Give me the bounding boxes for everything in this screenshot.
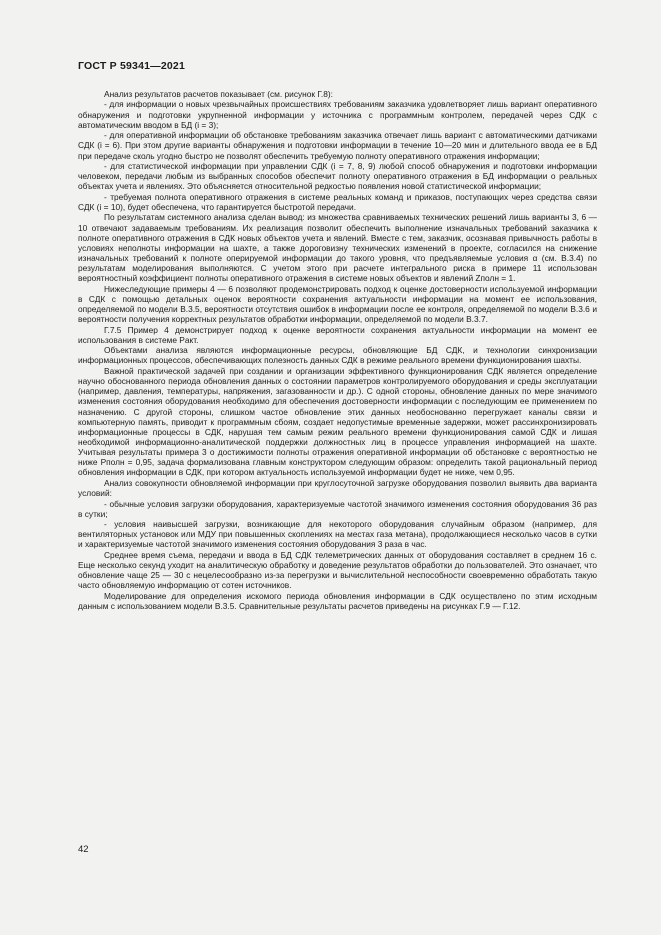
paragraph: - для оперативной информации об обстановке требованиям заказчика отвечает лишь вариант с автоматическими датчиками СДК (i = 6). При этом другие варианты обнаружения и подготовки информации в течение 10—20 мин и длительного ввода ее в БД при передаче сколь угодно быстро не позволят обеспечить требуемую полноту оперативного отражения информации; xyxy=(78,130,597,161)
paragraph: - для статистической информации при управлении СДК (i = 7, 8, 9) любой способ обнаружения и подготовки информации человеком, передачи любым из выбранных способов обеспечит полноту оперативного отражения в БД информации о реальных объектах учета и явлениях. Это объясняется относительной редкостью появления новой статистической информации; xyxy=(78,160,597,192)
paragraph: По результатам системного анализа сделан вывод: из множества сравниваемых технических решений лишь варианты 3, 6 — 10 отвечают задаваемым требованиям. Их реализация позволит обеспечить выполнение изначальных требований заказчика к полноте оперативного отражения в СДК новых объектов учета и явлений. Вместе с тем, заказчик, осознавая привычность работы в условиях неполноты информации на шахте, а также дороговизну технических изменений в проекте, согласился на снижение изначальных требований к полноте оперируемой информации до такого уровня, что предъявляемые условия α (см. В.3.4) по результатам моделирования выполняются. С учетом этого при расчете интегрального риска в примере 11 использован вероятностный коэффициент полноты оперативного отражения в системе новых объектов и явлений Zполн = 1. xyxy=(78,212,597,284)
paragraph: Важной практической задачей при создании и организации эффективного функционирования СДК является определение научно обоснованного периода обновления данных о состоянии параметров контролируемого оборудования и среды эксплуатации (например, давления, температуры, напряжения, загазованности и др.). С одной стороны, обновление данных по мере значимого изменения состояния оборудования необходимо для обеспечения достоверности информации с последующим ее применением по назначению. С другой стороны, слишком частое обновление этих данных необоснованно перегружает каналы связи и компьютерную память, приводит к программным сбоям, создает недопустимые временные задержки, может рассинхронизировать информационные процессы в СДК, нарушая тем самым режим реального времени функционирования самой СДК и лишая необходимой информационно-аналитической поддержки должностных лиц в процессе управления информацией на шахте. Учитывая результаты примера 3 о достижимости полноты отражения оперативной информации об обстановке с вероятностью не ниже Pполн = 0,95, задача формализована главным конструктором следующим образом: определить такой рациональный период обновления информации в СДК, при котором актуальность используемой информации будет не ниже, чем 0,95. xyxy=(78,365,597,478)
paragraph: Анализ результатов расчетов показывает (см. рисунок Г.8): xyxy=(104,89,333,99)
paragraph: - требуемая полнота оперативного отражения в системе реальных команд и приказов, поступающих через средства связи СДК (i = 10), будет обеспечена, что гарантируется быстротой передачи. xyxy=(78,191,597,212)
paragraph: Моделирование для определения искомого периода обновления информации в СДК осуществлено по этим исходным данным с использованием модели В.3.5. Сравнительные результаты расчетов приведены на рисунках Г.9 — Г.12. xyxy=(78,590,597,611)
document-header: ГОСТ Р 59341—2021 xyxy=(78,60,186,72)
paragraph: Г.7.5 Пример 4 демонстрирует подход к оценке вероятности сохранения актуальности информации на момент ее использования в системе Pакт. xyxy=(78,324,597,345)
paragraph: - для информации о новых чрезвычайных происшествиях требованиям заказчика удовлетворяет лишь вариант оперативного обнаружения и подготовки укрупненной информации у источника с программным контролем, передачей через СДК с автоматическим вводом в БД (i = 3); xyxy=(78,99,597,130)
paragraph: - обычные условия загрузки оборудования, характеризуемые частотой значимого изменения состояния оборудования 36 раз в сутки; xyxy=(78,498,597,519)
document-body xyxy=(78,89,597,611)
paragraph: Среднее время съема, передачи и ввода в БД СДК телеметрических данных от оборудования составляет в среднем 16 с. Еще несколько секунд уходит на аналитическую обработку и доведение результатов обработки до пользователей. Это означает, что обновление чаще 25 — 30 с нецелесообразно из-за перегрузки и вычислительной неспособности своевременно обработать такую часто обновляемую информацию от сотен источников. xyxy=(78,549,597,591)
page-number: 42 xyxy=(78,844,89,855)
paragraph: Анализ совокупности обновляемой информации при круглосуточной загрузке оборудования позволил выявить два варианта условий: xyxy=(78,477,597,499)
paragraph: - условия наивысшей загрузки, возникающие для некоторого оборудования случайным образом (например, для вентиляторных установок или МДУ при повышенных скоплениях на местах газа метана), продолжающиеся несколько часов в сутки и характеризуемые частотой значимого изменения состояния оборудования 3 раза в час. xyxy=(78,519,597,550)
paragraph: Нижеследующие примеры 4 — 6 позволяют продемонстрировать подход к оценке достоверности используемой информации в СДК с помощью детальных оценок вероятности сохранения актуальности информации на момент ее использования, определяемой по модели В.3.5, вероятности отсутствия ошибок в информации после ее контроля, определяемой по модели В.3.6 и вероятности получения корректных результатов обработки информации, определяемой по модели В.3.7. xyxy=(78,283,597,325)
paragraph: Объектами анализа являются информационные ресурсы, обновляющие БД СДК, и технологии синхронизации информационных процессов, обеспечивающих полезность данных СДК в режиме реального времени функционирования шахты. xyxy=(78,345,597,366)
